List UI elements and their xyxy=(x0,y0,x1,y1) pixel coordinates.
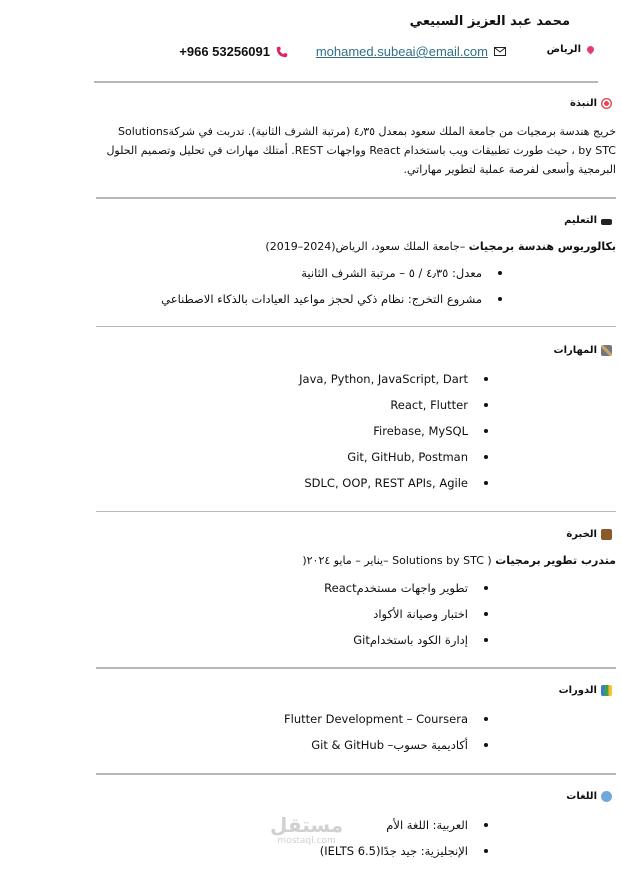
contact-city xyxy=(547,44,594,55)
list-item: العربية: اللغة الأم xyxy=(320,817,468,843)
courses-title: الدورات xyxy=(558,685,597,696)
section-courses-heading xyxy=(559,685,612,696)
education-list xyxy=(161,265,482,317)
list-item: تطوير واجهات مستخدمReact xyxy=(324,580,468,606)
briefcase-icon xyxy=(601,529,612,540)
divider xyxy=(96,197,616,199)
list-item: React, Flutter xyxy=(299,397,468,423)
tools-icon xyxy=(601,345,612,356)
divider xyxy=(96,667,616,669)
list-item: Flutter Development – Coursera xyxy=(284,711,468,737)
target-icon xyxy=(601,98,612,109)
section-languages-heading xyxy=(566,791,612,802)
phone-icon xyxy=(276,46,288,58)
globe-icon xyxy=(601,791,612,802)
section-skills-heading xyxy=(554,345,612,356)
city-text: الرياض xyxy=(546,44,581,55)
list-item: Git, GitHub, Postman xyxy=(299,449,468,475)
education-line xyxy=(265,240,616,253)
list-item: Firebase, MySQL xyxy=(299,423,468,449)
list-item: اختبار وصيانة الأكواد xyxy=(324,606,468,632)
languages-title: اللغات xyxy=(566,791,597,802)
experience-list xyxy=(324,580,468,658)
skills-list xyxy=(299,371,468,501)
candidate-name: محمد عبد العزيز السبيعي xyxy=(409,14,570,29)
experience-line xyxy=(302,554,616,567)
divider xyxy=(96,773,616,775)
education-title: التعليم xyxy=(564,215,597,226)
experience-title: الخبرة xyxy=(566,529,597,540)
watermark xyxy=(270,814,343,846)
phone-text: +966 53256091 xyxy=(179,44,270,59)
summary-text: خريج هندسة برمجيات من جامعة الملك سعود بمعدل ٤٫٣٥ (مرتبة الشرف الثانية). تدربت في شركةSolutions by STC ، حيث طورت تطبيقات ويب باستخدام React وواجهات REST. أمتلك مهارات في تحليل وتصميم الحلول البرمجية وأسعى لفرصة عملية لتطوير مهاراتي. xyxy=(106,125,616,176)
list-item: SDLC, OOP, REST APIs, Agile xyxy=(299,475,468,501)
list-item: معدل: ٤٫٣٥ / ٥ – مرتبة الشرف الثانية xyxy=(161,265,482,291)
watermark-brand: مستقل xyxy=(270,813,344,837)
role-details: ( Solutions by STC –يناير – مايو ٢٠٢٤( xyxy=(302,554,496,567)
divider xyxy=(96,511,616,512)
list-item: الإنجليزية: جيد جدًا(IELTS 6.5) xyxy=(320,843,468,869)
role-title: متدرب تطوير برمجيات xyxy=(495,554,616,567)
divider xyxy=(94,81,598,83)
graduation-cap-icon xyxy=(601,219,612,225)
envelope-icon xyxy=(494,47,506,56)
courses-list xyxy=(284,711,468,763)
email-link[interactable]: mohamed.subeai@email.com xyxy=(315,44,488,59)
list-item: Java, Python, JavaScript, Dart xyxy=(299,371,468,397)
list-item: إدارة الكود باستخدامGit xyxy=(324,632,468,658)
list-item: Git & GitHub –أكاديمية حسوب xyxy=(284,737,468,763)
skills-title: المهارات xyxy=(553,345,597,356)
map-pin-icon xyxy=(586,45,596,55)
degree-details: –جامعة الملك سعود، الرياض(2024–2019) xyxy=(265,240,469,253)
watermark-domain: mostaql.com xyxy=(277,836,336,846)
contact-phone xyxy=(179,44,288,59)
summary-title: النبذة xyxy=(569,98,597,109)
list-item: مشروع التخرج: نظام ذكي لحجز مواعيد العيادات بالذكاء الاصطناعي xyxy=(161,291,482,317)
section-experience-heading xyxy=(566,529,612,540)
divider xyxy=(96,326,616,327)
section-summary-heading xyxy=(570,98,612,109)
degree-title: بكالوريوس هندسة برمجيات xyxy=(468,240,616,253)
contact-email[interactable] xyxy=(316,44,506,59)
contact-bar xyxy=(0,44,594,62)
books-icon xyxy=(601,685,612,696)
section-education-heading xyxy=(564,215,612,226)
